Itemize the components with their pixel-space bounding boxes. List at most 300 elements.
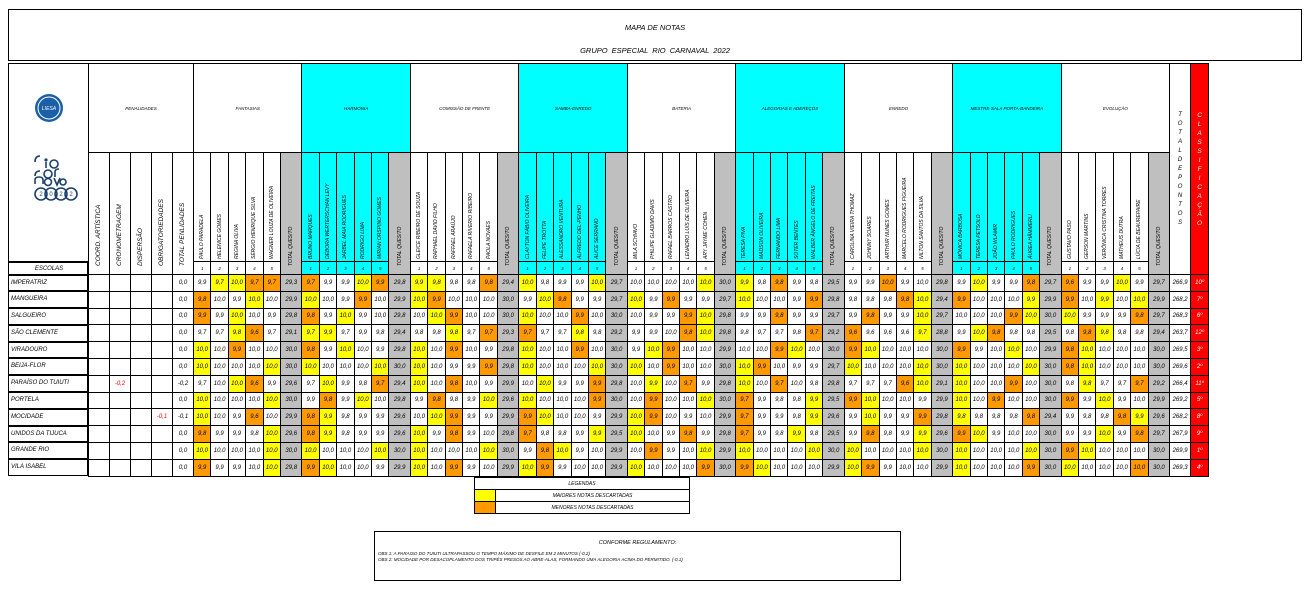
- score-cell: 9,9: [987, 275, 1004, 292]
- score-cell: 10,0: [463, 375, 480, 392]
- total-quesito-cell: 29,7: [823, 358, 845, 375]
- score-cell: 9,8: [1096, 325, 1113, 342]
- score-cell: 9,9: [211, 426, 228, 443]
- score-cell: 10,0: [194, 342, 211, 359]
- score-cell: 10,0: [1005, 426, 1022, 443]
- judge-number: 3: [662, 262, 679, 275]
- school-name: GRANDE RIO: [8, 442, 88, 459]
- legend-title: LEGENDAS: [475, 478, 690, 490]
- judge-header: [788, 153, 805, 262]
- penalty-cell: [110, 308, 131, 325]
- total-quesito-cell: 29,8: [823, 375, 845, 392]
- judge-number: 5: [1022, 262, 1039, 275]
- total-pontos-letter: N: [1177, 192, 1183, 199]
- score-cell: 9,7: [263, 275, 280, 292]
- table-row: [89, 342, 1209, 359]
- total-quesito-cell: 29,5: [606, 426, 628, 443]
- penalty-cell: [152, 325, 173, 342]
- total-pontos-cell: 269,2: [1170, 392, 1191, 409]
- total-quesito-label: TOTAL QUESITO: [396, 226, 403, 266]
- score-cell: 10,0: [263, 392, 280, 409]
- penalty-cell: [152, 392, 173, 409]
- score-cell: 10,0: [953, 375, 970, 392]
- score-cell: 10,0: [428, 342, 445, 359]
- score-cell: 10,0: [372, 392, 389, 409]
- score-cell: 10,0: [987, 342, 1004, 359]
- total-quesito-cell: 29,9: [606, 442, 628, 459]
- total-quesito-cell: 30,0: [606, 392, 628, 409]
- penalty-cell: [131, 392, 152, 409]
- score-cell: 9,9: [571, 426, 588, 443]
- total-pontos-letter: P: [1178, 174, 1183, 181]
- table-row: [89, 442, 1209, 459]
- score-cell: 9,8: [844, 291, 861, 308]
- judge-name: REGINA OLIVA: [233, 224, 240, 259]
- penalty-col-header: [89, 153, 110, 275]
- score-cell: 9,8: [1079, 409, 1096, 426]
- score-cell: 10,0: [987, 308, 1004, 325]
- penalty-cell: [131, 375, 152, 392]
- judge-name: TERESA PETSOLD: [975, 214, 982, 259]
- score-cell: 9,8: [805, 375, 822, 392]
- score-cell: 9,8: [970, 409, 987, 426]
- judge-name: ALFREDO DEL-PENHO: [576, 204, 583, 259]
- total-quesito-cell: 30,0: [714, 275, 736, 292]
- score-cell: 9,9: [1113, 392, 1130, 409]
- score-cell: 9,9: [1131, 409, 1148, 426]
- total-quesito-cell: 30,0: [606, 308, 628, 325]
- judge-number: 2: [970, 262, 987, 275]
- total-quesito-cell: 29,8: [497, 358, 519, 375]
- total-quesito-cell: 30,0: [1148, 442, 1170, 459]
- judge-header: [970, 153, 987, 262]
- score-cell: 9,9: [987, 426, 1004, 443]
- total-quesito-cell: 29,6: [280, 426, 302, 443]
- total-quesito-cell: 29,8: [714, 426, 736, 443]
- total-quesito-cell: 29,8: [497, 342, 519, 359]
- penalty-cell: [152, 442, 173, 459]
- svg-text:2: 2: [39, 192, 43, 198]
- score-cell: 9,8: [805, 275, 822, 292]
- score-cell: 9,9: [372, 275, 389, 292]
- penalty-cell: 0,0: [173, 275, 194, 292]
- classificacao-letter: A: [1197, 192, 1202, 200]
- score-cell: 9,9: [463, 392, 480, 409]
- score-cell: 10,0: [805, 459, 822, 476]
- total-quesito-cell: 29,9: [1148, 291, 1170, 308]
- penalty-cell: [152, 291, 173, 308]
- score-cell: 9,9: [697, 291, 714, 308]
- judge-name: RAPHAEL DAVID FILHO: [433, 203, 440, 259]
- penalty-cell: 0,0: [173, 459, 194, 476]
- total-quesito-cell: 29,8: [931, 275, 953, 292]
- score-cell: 9,8: [302, 409, 319, 426]
- scores-table: [88, 63, 1209, 477]
- judge-name: FERNANDO LIMA: [776, 217, 783, 259]
- score-cell: 9,9: [1061, 442, 1078, 459]
- classificacao-letter: L: [1197, 120, 1202, 128]
- score-cell: 9,9: [571, 275, 588, 292]
- score-cell: 10,0: [662, 275, 679, 292]
- score-cell: 10,0: [1096, 358, 1113, 375]
- score-cell: 9,9: [319, 325, 336, 342]
- penalty-cell: 0,0: [173, 442, 194, 459]
- score-cell: 10,0: [662, 459, 679, 476]
- score-cell: 9,9: [228, 291, 245, 308]
- judge-number: 4: [354, 262, 371, 275]
- score-cell: 10,0: [519, 308, 536, 325]
- score-cell: 9,9: [410, 275, 427, 292]
- score-cell: 9,9: [645, 375, 662, 392]
- score-cell: 9,9: [354, 325, 371, 342]
- score-cell: 9,7: [1131, 375, 1148, 392]
- score-cell: 10,0: [1096, 392, 1113, 409]
- score-cell: 9,8: [319, 392, 336, 409]
- judge-name: PAOLA NOVAES: [485, 220, 492, 259]
- score-cell: 9,8: [554, 426, 571, 443]
- judge-header: [480, 153, 497, 262]
- score-cell: 10,0: [554, 442, 571, 459]
- score-cell: 10,0: [246, 459, 263, 476]
- classificacao-letter: F: [1197, 165, 1202, 173]
- total-quesito-label: TOTAL QUESITO: [613, 226, 620, 266]
- judge-header: [1022, 153, 1039, 262]
- score-cell: 9,7: [771, 375, 788, 392]
- score-cell: 9,9: [788, 426, 805, 443]
- score-cell: 9,8: [1022, 409, 1039, 426]
- score-cell: 9,9: [319, 275, 336, 292]
- score-cell: 9,8: [1005, 325, 1022, 342]
- total-pontos-letter: S: [1178, 219, 1183, 226]
- classificacao-letter: Ã: [1197, 210, 1202, 218]
- judge-header: [571, 153, 588, 262]
- score-cell: 9,9: [662, 358, 679, 375]
- score-cell: 10,0: [736, 358, 753, 375]
- score-cell: 10,0: [536, 342, 553, 359]
- score-cell: 9,7: [862, 375, 879, 392]
- score-cell: 9,9: [662, 291, 679, 308]
- penalty-cell: 0,0: [173, 392, 194, 409]
- total-quesito-cell: 29,9: [714, 342, 736, 359]
- score-cell: 10,0: [354, 392, 371, 409]
- judge-number: 2: [1079, 262, 1096, 275]
- judge-number: 1: [736, 262, 753, 275]
- penalty-cell: [110, 342, 131, 359]
- judge-name: JOHNNY SOARES: [867, 216, 874, 259]
- score-cell: 9,9: [879, 459, 896, 476]
- judge-header: [914, 153, 931, 262]
- judge-number: 3: [445, 262, 462, 275]
- score-cell: 10,0: [627, 375, 644, 392]
- judge-name: ÁUREA HÂMMERLI: [1027, 214, 1034, 259]
- score-cell: 9,9: [1061, 392, 1078, 409]
- penalty-cell: [152, 275, 173, 292]
- legend-table: [474, 477, 690, 514]
- score-cell: 10,0: [1022, 426, 1039, 443]
- penalty-col-header: [173, 153, 194, 275]
- score-cell: 9,9: [914, 426, 931, 443]
- score-cell: 10,0: [519, 275, 536, 292]
- total-quesito-cell: 29,3: [280, 275, 302, 292]
- total-quesito-label: TOTAL QUESITO: [830, 226, 837, 266]
- score-cell: 10,0: [736, 342, 753, 359]
- score-cell: 10,0: [211, 409, 228, 426]
- score-cell: 10,0: [987, 375, 1004, 392]
- rank-cell: 10º: [1191, 275, 1209, 292]
- score-cell: 10,0: [428, 442, 445, 459]
- judge-name: CAROLINA VIEIRA THOMAZ: [849, 193, 856, 259]
- score-cell: 9,8: [445, 375, 462, 392]
- judge-number: 1: [1061, 262, 1078, 275]
- group-header: ALEGORIAS E ADEREÇOS: [736, 64, 844, 153]
- score-cell: 10,0: [1005, 358, 1022, 375]
- score-cell: 9,6: [844, 325, 861, 342]
- score-cell: 9,9: [953, 291, 970, 308]
- penalty-cell: [89, 358, 110, 375]
- judge-header: [662, 153, 679, 262]
- school-name: SÃO CLEMENTE: [8, 325, 88, 342]
- judge-number: 3: [879, 262, 896, 275]
- total-quesito-cell: 29,9: [606, 459, 628, 476]
- total-quesito-cell: 29,7: [606, 275, 628, 292]
- total-quesito-cell: 29,7: [1148, 275, 1170, 292]
- total-quesito-cell: 29,2: [1148, 375, 1170, 392]
- score-cell: 10,0: [372, 308, 389, 325]
- judge-header: [588, 153, 605, 262]
- judge-header: [697, 153, 714, 262]
- score-cell: 10,0: [445, 442, 462, 459]
- total-pontos-letter: T: [1178, 111, 1182, 118]
- score-cell: 10,0: [480, 291, 497, 308]
- score-cell: 9,9: [1022, 459, 1039, 476]
- score-cell: 10,0: [970, 275, 987, 292]
- score-cell: 9,8: [588, 325, 605, 342]
- penalty-cell: [110, 275, 131, 292]
- score-cell: 10,0: [788, 459, 805, 476]
- score-cell: 9,9: [697, 375, 714, 392]
- judge-header: [1005, 153, 1022, 262]
- judge-number: 4: [788, 262, 805, 275]
- judge-header: [246, 153, 263, 262]
- score-cell: 10,0: [1079, 358, 1096, 375]
- total-quesito-cell: 30,0: [606, 358, 628, 375]
- score-cell: 9,7: [536, 325, 553, 342]
- score-cell: 10,0: [480, 426, 497, 443]
- score-cell: 10,0: [987, 358, 1004, 375]
- score-cell: 9,9: [319, 308, 336, 325]
- penalty-cell: [89, 459, 110, 476]
- score-cell: 10,0: [753, 442, 770, 459]
- legend-max-label: MAIORES NOTAS DESCARTADAS: [496, 490, 690, 502]
- score-cell: 10,0: [302, 291, 319, 308]
- score-cell: 9,8: [862, 426, 879, 443]
- judge-number: 2: [211, 262, 228, 275]
- score-cell: 9,9: [337, 275, 354, 292]
- score-cell: 10,0: [788, 375, 805, 392]
- header-box: [8, 9, 1302, 61]
- total-quesito-cell: 29,8: [280, 459, 302, 476]
- score-cell: 9,9: [896, 426, 913, 443]
- score-cell: 9,9: [1096, 275, 1113, 292]
- score-cell: 10,0: [1131, 392, 1148, 409]
- total-quesito-cell: 29,6: [280, 375, 302, 392]
- score-cell: 9,9: [211, 459, 228, 476]
- score-cell: 9,9: [263, 375, 280, 392]
- penalty-cell: [89, 392, 110, 409]
- total-quesito-cell: 29,8: [823, 291, 845, 308]
- judge-header: [463, 153, 480, 262]
- judge-header: [428, 153, 445, 262]
- score-cell: 9,9: [953, 342, 970, 359]
- rank-cell: 7º: [1191, 291, 1209, 308]
- score-cell: 10,0: [588, 275, 605, 292]
- score-cell: 10,0: [228, 392, 245, 409]
- score-cell: 9,9: [463, 426, 480, 443]
- table-row: [89, 291, 1209, 308]
- score-cell: 10,0: [337, 459, 354, 476]
- score-cell: 9,9: [788, 291, 805, 308]
- score-cell: 9,9: [1079, 308, 1096, 325]
- score-cell: 10,0: [194, 409, 211, 426]
- penalty-cell: [131, 459, 152, 476]
- score-cell: 9,8: [805, 426, 822, 443]
- score-cell: 9,9: [679, 308, 696, 325]
- classificacao-letter: A: [1197, 129, 1202, 137]
- score-cell: 9,9: [445, 409, 462, 426]
- score-cell: 10,0: [697, 409, 714, 426]
- score-cell: 10,0: [914, 275, 931, 292]
- score-cell: 10,0: [1079, 459, 1096, 476]
- score-cell: 9,9: [354, 308, 371, 325]
- score-cell: 10,0: [753, 375, 770, 392]
- score-cell: 9,9: [319, 409, 336, 426]
- score-cell: 10,0: [445, 291, 462, 308]
- score-cell: 9,9: [662, 426, 679, 443]
- total-quesito-cell: 30,0: [714, 358, 736, 375]
- score-cell: 9,9: [627, 325, 644, 342]
- total-quesito-header: [1040, 153, 1062, 275]
- score-cell: 9,9: [662, 342, 679, 359]
- total-quesito-cell: 29,7: [823, 308, 845, 325]
- judge-name: MATHEUS DUTRA: [1118, 216, 1125, 259]
- classificacao-letter: Ç: [1197, 201, 1202, 209]
- score-cell: 10,0: [1005, 392, 1022, 409]
- score-cell: 10,0: [372, 291, 389, 308]
- judge-number: 2: [428, 262, 445, 275]
- score-cell: 10,0: [428, 358, 445, 375]
- score-cell: 9,8: [771, 426, 788, 443]
- score-cell: 10,0: [645, 275, 662, 292]
- penalty-cell: [89, 325, 110, 342]
- score-cell: 10,0: [211, 392, 228, 409]
- rank-cell: 5º: [1191, 392, 1209, 409]
- penalty-col-label: TOTAL PENLIDADES: [179, 202, 186, 266]
- total-quesito-cell: 29,3: [497, 325, 519, 342]
- score-cell: 9,9: [896, 308, 913, 325]
- score-cell: 10,0: [987, 442, 1004, 459]
- total-quesito-cell: 30,0: [823, 342, 845, 359]
- total-quesito-cell: 30,0: [1040, 375, 1062, 392]
- total-quesito-cell: 29,8: [714, 308, 736, 325]
- score-cell: 10,0: [588, 442, 605, 459]
- score-cell: 9,8: [1113, 409, 1130, 426]
- score-cell: 9,9: [1022, 291, 1039, 308]
- score-cell: 9,7: [246, 275, 263, 292]
- score-cell: 10,0: [953, 308, 970, 325]
- total-quesito-cell: 30,0: [823, 442, 845, 459]
- penalty-cell: [110, 426, 131, 443]
- score-cell: 9,9: [319, 342, 336, 359]
- total-quesito-cell: 29,9: [497, 409, 519, 426]
- school-name: VIRADOURO: [8, 342, 88, 359]
- score-cell: 9,9: [805, 291, 822, 308]
- score-cell: 10,0: [697, 275, 714, 292]
- score-cell: 9,8: [302, 308, 319, 325]
- score-cell: 9,8: [1131, 308, 1148, 325]
- total-quesito-cell: 29,9: [714, 409, 736, 426]
- score-cell: 9,6: [1061, 275, 1078, 292]
- penalty-cell: [110, 358, 131, 375]
- score-cell: 10,0: [1061, 308, 1078, 325]
- total-pontos-cell: 266,4: [1170, 375, 1191, 392]
- classificacao-letter: S: [1197, 138, 1202, 146]
- classificacao-letter: I: [1198, 156, 1201, 164]
- score-cell: 10,0: [480, 392, 497, 409]
- score-cell: 10,0: [246, 442, 263, 459]
- group-header: HARMONIA: [302, 64, 410, 153]
- score-cell: 10,0: [319, 459, 336, 476]
- total-quesito-cell: 29,7: [1148, 426, 1170, 443]
- score-cell: 9,8: [536, 442, 553, 459]
- score-cell: 10,0: [1005, 442, 1022, 459]
- score-cell: 9,9: [645, 291, 662, 308]
- score-cell: 10,0: [1113, 358, 1130, 375]
- total-quesito-cell: 30,0: [497, 308, 519, 325]
- score-cell: 9,9: [753, 409, 770, 426]
- group-header: COMISSÃO DE FRENTE: [410, 64, 518, 153]
- score-cell: 9,9: [1096, 291, 1113, 308]
- score-cell: 9,6: [862, 325, 879, 342]
- school-name: SALGUEIRO: [8, 308, 88, 325]
- score-cell: 9,9: [445, 308, 462, 325]
- score-cell: 9,9: [844, 426, 861, 443]
- group-header: BATERIA: [627, 64, 735, 153]
- score-cell: 10,0: [1131, 442, 1148, 459]
- penalty-cell: [89, 375, 110, 392]
- score-cell: 9,9: [588, 375, 605, 392]
- total-quesito-cell: 29,8: [389, 308, 411, 325]
- group-header: SAMBA-ENREDO: [519, 64, 627, 153]
- rank-cell: 6º: [1191, 308, 1209, 325]
- score-cell: 10,0: [588, 459, 605, 476]
- total-quesito-cell: 29,9: [1040, 291, 1062, 308]
- school-name: IMPERATRIZ: [8, 275, 88, 292]
- judge-header: [1113, 153, 1130, 262]
- score-cell: 9,9: [679, 291, 696, 308]
- score-cell: 9,9: [354, 426, 371, 443]
- judge-name: CLAYTON FÁBIO OLIVEIRA: [524, 195, 531, 259]
- score-cell: 10,0: [228, 375, 245, 392]
- score-cell: 10,0: [697, 358, 714, 375]
- score-cell: 10,0: [1131, 358, 1148, 375]
- total-quesito-cell: 30,0: [714, 392, 736, 409]
- score-cell: 9,9: [194, 308, 211, 325]
- classificacao-letter: C: [1197, 183, 1202, 191]
- score-cell: 10,0: [627, 358, 644, 375]
- score-cell: 9,8: [428, 275, 445, 292]
- score-cell: 10,0: [627, 392, 644, 409]
- score-cell: 10,0: [697, 325, 714, 342]
